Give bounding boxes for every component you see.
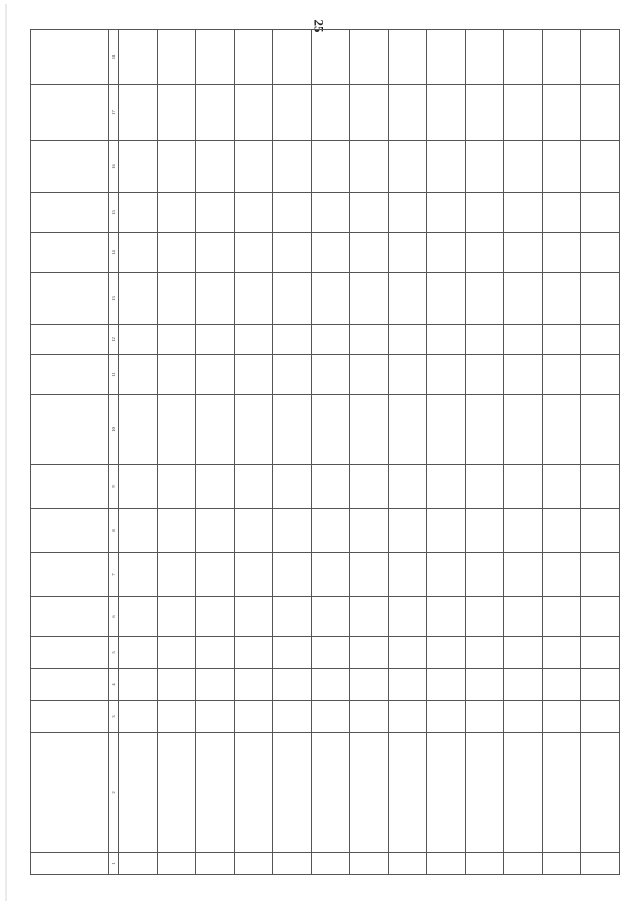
table-cell [504,325,543,355]
table-row [388,30,427,875]
table-cell [157,669,196,701]
table-cell [234,355,273,395]
header-cell [31,193,109,233]
table-cell [542,355,581,395]
table-cell [542,553,581,597]
table-cell [465,85,504,141]
table-cell [350,273,389,325]
table-cell [311,701,350,733]
table-cell [157,355,196,395]
table-cell [388,853,427,875]
table-cell [388,85,427,141]
table-row-total [427,30,466,875]
table-cell [157,733,196,853]
table-cell [119,637,158,669]
table-cell [504,395,543,465]
table-cell [273,30,312,85]
table-cell [388,233,427,273]
table-cell [350,355,389,395]
table-cell [234,597,273,637]
table-cell [465,509,504,553]
table-cell [311,273,350,325]
table-cell [388,141,427,193]
table-cell [350,30,389,85]
table-cell [542,701,581,733]
table-cell [350,553,389,597]
table-cell [311,465,350,509]
table-cell [504,273,543,325]
table-cell [157,141,196,193]
table-cell [388,30,427,85]
table-cell [273,193,312,233]
table-cell [311,85,350,141]
table-cell [388,465,427,509]
table-body [119,30,620,875]
table-row-total [273,30,312,875]
table-cell [234,853,273,875]
table-cell [350,193,389,233]
table-cell [196,465,235,509]
column-number: 2 [109,733,119,853]
table-cell [427,395,466,465]
table-cell [581,701,620,733]
table-cell [427,701,466,733]
table-cell [119,273,158,325]
table-cell [119,193,158,233]
table-cell [581,509,620,553]
table-cell [581,395,620,465]
table-cell [119,395,158,465]
table-cell [581,30,620,85]
table-cell [273,509,312,553]
table-cell [196,553,235,597]
table-cell [234,193,273,233]
column-number: 9 [109,465,119,509]
column-number: 4 [109,669,119,701]
table-cell [350,233,389,273]
table-cell [311,193,350,233]
table-cell [350,395,389,465]
table-row [504,30,543,875]
header-cell [31,733,109,853]
table-cell [196,325,235,355]
header-cell [31,669,109,701]
table-cell [311,669,350,701]
table-cell [196,669,235,701]
table-cell [427,85,466,141]
header-cell [31,30,109,85]
table-cell [427,853,466,875]
table-cell [196,85,235,141]
table-cell [504,553,543,597]
table-cell [388,193,427,233]
header-row [31,30,109,875]
header-cell [31,85,109,141]
table-cell [157,273,196,325]
table-cell [234,325,273,355]
table-cell [388,553,427,597]
mkd-repair-table [30,29,620,875]
table-cell [311,141,350,193]
table-cell [465,733,504,853]
header-cell [31,553,109,597]
table-cell [119,141,158,193]
table-cell [504,355,543,395]
table-cell [542,141,581,193]
table-cell [581,141,620,193]
table-row [234,30,273,875]
table-cell [119,853,158,875]
column-number: 10 [109,395,119,465]
table-cell [542,193,581,233]
table-cell [273,637,312,669]
column-number: 8 [109,509,119,553]
table-cell [388,701,427,733]
table-cell [504,233,543,273]
header-cell [31,853,109,875]
table-cell [273,465,312,509]
table-cell [542,637,581,669]
table-cell [504,597,543,637]
table-cell [234,141,273,193]
header-cell [31,233,109,273]
table-cell [542,509,581,553]
header-cell [31,597,109,637]
table-cell [234,465,273,509]
table-cell [581,85,620,141]
table-row-total [542,30,581,875]
table-cell [157,509,196,553]
table-cell [273,325,312,355]
table-cell [465,395,504,465]
table-cell [234,669,273,701]
table-cell [157,853,196,875]
table-cell [157,30,196,85]
table-cell [350,597,389,637]
table-cell [388,509,427,553]
table-cell [465,273,504,325]
table-cell [427,637,466,669]
table-row [157,30,196,875]
table-cell [427,597,466,637]
table-cell [157,395,196,465]
table-cell [542,273,581,325]
table-cell [311,355,350,395]
table-cell [581,733,620,853]
column-number-row [109,30,119,875]
table-cell [119,509,158,553]
table-cell [273,669,312,701]
table-cell [311,733,350,853]
table-cell [465,637,504,669]
table-cell [157,637,196,669]
table-cell [196,853,235,875]
table-cell [465,701,504,733]
table-cell [350,141,389,193]
column-number: 7 [109,553,119,597]
table-cell [196,395,235,465]
column-number: 14 [109,233,119,273]
table-cell [465,233,504,273]
table-cell [427,669,466,701]
table-cell [311,509,350,553]
table-cell [427,509,466,553]
column-number: 11 [109,355,119,395]
table-cell [273,233,312,273]
table-cell [234,273,273,325]
table-cell [388,395,427,465]
table-cell [196,355,235,395]
table-cell [504,141,543,193]
table-cell [465,465,504,509]
table-cell [542,325,581,355]
column-number: 6 [109,597,119,637]
table-row [350,30,389,875]
table-cell [465,141,504,193]
column-number: 13 [109,273,119,325]
table-cell [157,701,196,733]
table-cell [311,637,350,669]
table-cell [273,733,312,853]
table-cell [157,233,196,273]
table-cell [504,509,543,553]
table-cell [542,733,581,853]
page-number: 25 [311,19,327,33]
table-cell [350,637,389,669]
table-cell [119,597,158,637]
table-cell [388,325,427,355]
header-cell [31,465,109,509]
table-row-total [196,30,235,875]
header-cell [31,273,109,325]
table-cell [427,233,466,273]
table-cell [311,233,350,273]
table-cell [581,273,620,325]
table-cell [119,85,158,141]
header-cell [31,701,109,733]
table-cell [119,553,158,597]
table-cell [273,273,312,325]
table-cell [234,30,273,85]
table-cell [542,853,581,875]
table-cell [350,509,389,553]
table-cell [350,733,389,853]
table-cell [504,669,543,701]
table-cell [350,701,389,733]
table-cell [350,669,389,701]
column-number: 18 [109,30,119,85]
table-cell [119,233,158,273]
table-cell [157,325,196,355]
table-cell [504,193,543,233]
table-cell [542,30,581,85]
table-cell [388,669,427,701]
header-cell [31,325,109,355]
table-cell [388,273,427,325]
header-cell [31,509,109,553]
column-number: 1 [109,853,119,875]
table-cell [542,233,581,273]
table-cell [427,30,466,85]
table-cell [196,30,235,85]
table-cell [234,701,273,733]
table-cell [196,509,235,553]
table-cell [311,325,350,355]
table-cell [465,669,504,701]
table-cell [196,233,235,273]
table-cell [581,669,620,701]
table-cell [465,325,504,355]
table-cell [542,669,581,701]
table-cell [119,355,158,395]
table-cell [157,553,196,597]
table-cell [273,553,312,597]
column-number: 17 [109,85,119,141]
column-number: 3 [109,701,119,733]
table-cell [311,853,350,875]
table-cell [311,597,350,637]
table-cell [542,465,581,509]
table-cell [388,733,427,853]
header-cell [31,637,109,669]
table-cell [427,273,466,325]
table-cell [234,553,273,597]
table-cell [427,193,466,233]
table-cell [157,193,196,233]
table-cell [581,553,620,597]
table-cell [234,233,273,273]
column-number: 12 [109,325,119,355]
table-cell [504,701,543,733]
table-cell [427,465,466,509]
table-cell [504,85,543,141]
table-cell [273,355,312,395]
table-cell [581,355,620,395]
table-cell [542,85,581,141]
table-cell [504,30,543,85]
table-cell [427,553,466,597]
table-cell [427,325,466,355]
column-number: 16 [109,141,119,193]
table-cell [465,30,504,85]
table-cell [273,85,312,141]
table-cell [427,141,466,193]
table-cell [196,597,235,637]
table-cell [234,395,273,465]
table-cell [504,465,543,509]
table-cell [427,355,466,395]
table-cell [157,597,196,637]
table-cell [196,733,235,853]
table-cell [504,733,543,853]
table-cell [119,701,158,733]
table-cell [581,597,620,637]
table-cell [273,395,312,465]
table-cell [427,733,466,853]
table-cell [196,193,235,233]
table-cell [311,30,350,85]
table-cell [581,637,620,669]
table-cell [388,597,427,637]
table-cell [196,273,235,325]
table-row [581,30,620,875]
table-cell [119,30,158,85]
table-cell [350,465,389,509]
table-cell [311,395,350,465]
table-cell [273,597,312,637]
table-cell [311,553,350,597]
table-cell [350,325,389,355]
table-cell [196,141,235,193]
column-number: 5 [109,637,119,669]
table-cell [504,853,543,875]
table-cell [465,355,504,395]
table-cell [234,733,273,853]
table-cell [350,85,389,141]
table-cell [273,853,312,875]
table-cell [234,637,273,669]
table-cell [581,233,620,273]
table-cell [581,193,620,233]
table-cell [119,669,158,701]
table-cell [119,465,158,509]
table-cell [581,325,620,355]
table-row [465,30,504,875]
header-cell [31,141,109,193]
table-cell [388,355,427,395]
table-cell [119,325,158,355]
rotated-table-wrapper [30,30,620,875]
header-cell [31,355,109,395]
header-cell [31,395,109,465]
table-cell [388,637,427,669]
table-cell [196,701,235,733]
table-cell [273,141,312,193]
table-cell [273,701,312,733]
table-cell [157,465,196,509]
table-cell [504,637,543,669]
table-cell [542,597,581,637]
table-cell [581,465,620,509]
table-row [311,30,350,875]
table-cell [465,853,504,875]
table-cell [350,853,389,875]
table-cell [465,553,504,597]
table-cell [234,509,273,553]
table-cell [542,395,581,465]
table-cell [465,193,504,233]
table-cell [157,85,196,141]
table-cell [581,853,620,875]
table-cell [119,733,158,853]
table-cell [196,637,235,669]
table-cell [234,85,273,141]
table-cell [465,597,504,637]
column-number: 15 [109,193,119,233]
table-row [119,30,158,875]
